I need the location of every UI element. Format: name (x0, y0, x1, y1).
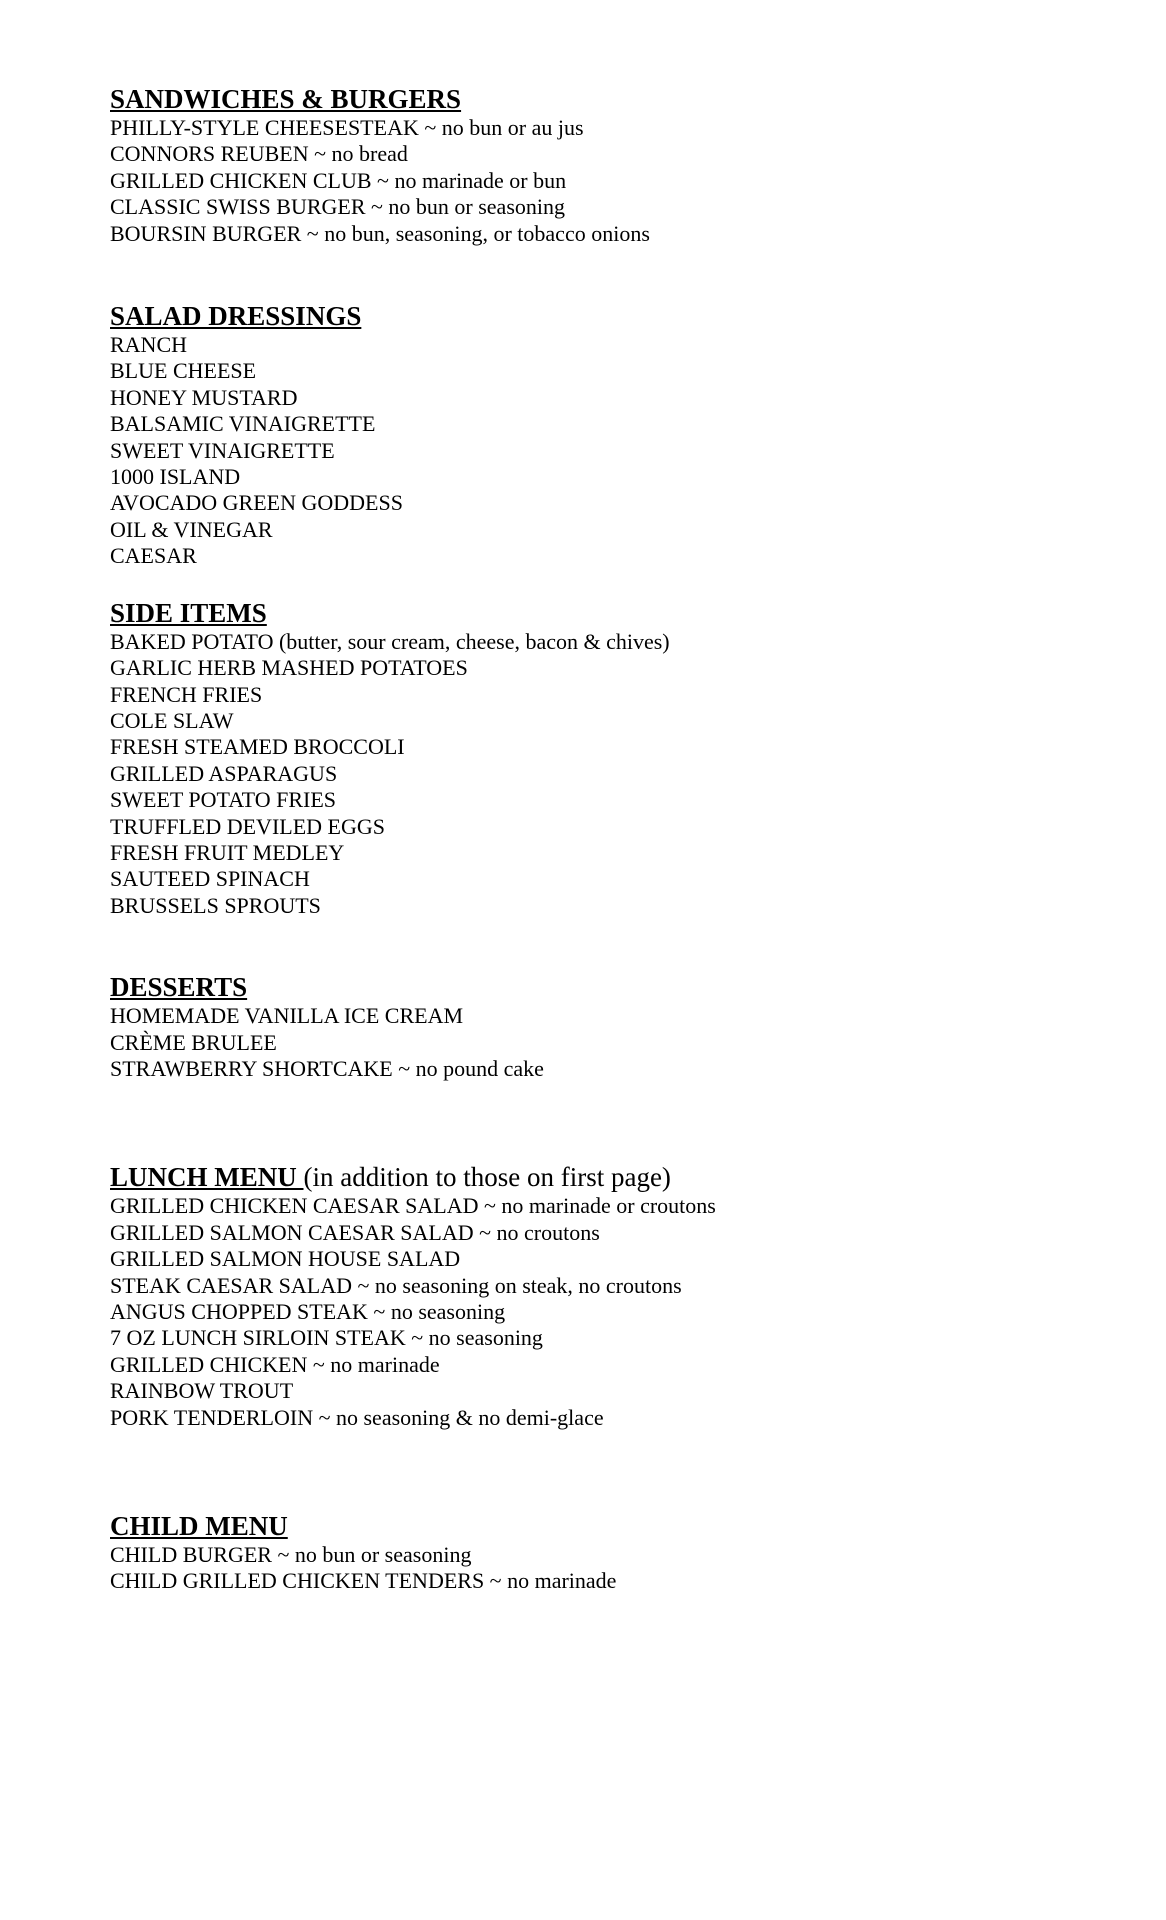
section-sandwiches-burgers (110, 84, 1090, 247)
menu-item: HONEY MUSTARD (110, 384, 298, 410)
section-salad-dressings (110, 301, 1090, 570)
menu-item: CAESAR (110, 543, 197, 569)
menu-item: GRILLED SALMON HOUSE SALAD (110, 1246, 461, 1272)
section-side-items (110, 598, 1090, 919)
menu-item: COLE SLAW (110, 707, 234, 733)
menu-item: 1000 ISLAND (110, 464, 241, 490)
menu-item: PHILLY-STYLE CHEESESTEAK ~ no bun or au jus (110, 115, 584, 140)
menu-item: BALSAMIC VINAIGRETTE (110, 411, 376, 437)
menu-item: RANCH (110, 332, 188, 358)
section-lunch-menu (110, 1162, 1090, 1431)
spacer (110, 1082, 1090, 1162)
item-list-desserts (110, 1003, 1090, 1082)
menu-item: ANGUS CHOPPED STEAK ~ no seasoning (110, 1299, 506, 1324)
menu-item: GRILLED CHICKEN CAESAR SALAD ~ no marinade or croutons (110, 1193, 716, 1219)
spacer (110, 570, 1090, 598)
menu-item: GRILLED CHICKEN ~ no marinade (110, 1351, 440, 1377)
menu-item: FRESH FRUIT MEDLEY (110, 839, 345, 865)
spacer (110, 919, 1090, 972)
menu-item: HOMEMADE VANILLA ICE CREAM (110, 1003, 464, 1029)
menu-item: CHILD GRILLED CHICKEN TENDERS ~ no marinade (110, 1568, 617, 1594)
menu-item: GRILLED CHICKEN CLUB ~ no marinade or bun (110, 167, 567, 193)
section-heading-lunch-menu-subtitle: (in addition to those on first page) (303, 1162, 671, 1193)
menu-item: CHILD BURGER ~ no bun or seasoning (110, 1542, 472, 1568)
menu-item: SAUTEED SPINACH (110, 866, 310, 892)
menu-item: STEAK CAESAR SALAD ~ no seasoning on steak, no croutons (110, 1272, 682, 1298)
section-heading-salad-dressings: SALAD DRESSINGS (110, 301, 362, 332)
spacer (110, 1431, 1090, 1511)
section-desserts (110, 972, 1090, 1082)
menu-item: SWEET POTATO FRIES (110, 787, 337, 813)
menu-item: BOURSIN BURGER ~ no bun, seasoning, or tobacco onions (110, 220, 650, 246)
menu-item: RAINBOW TROUT (110, 1378, 294, 1404)
item-list-side-items (110, 629, 1090, 919)
menu-item: TRUFFLED DEVILED EGGS (110, 813, 385, 839)
menu-item: GRILLED SALMON CAESAR SALAD ~ no croutons (110, 1219, 600, 1245)
menu-item: GARLIC HERB MASHED POTATOES (110, 655, 468, 681)
item-list-child-menu (110, 1542, 1090, 1595)
menu-item: PORK TENDERLOIN ~ no seasoning & no demi-glace (110, 1404, 604, 1430)
menu-page (110, 84, 1090, 1595)
menu-item: SWEET VINAIGRETTE (110, 437, 335, 463)
section-heading-side-items: SIDE ITEMS (110, 597, 267, 628)
section-heading-lunch-menu-title: LUNCH MENU (110, 1162, 304, 1193)
section-heading-lunch-menu (110, 1162, 1090, 1193)
menu-item: FRESH STEAMED BROCCOLI (110, 734, 405, 760)
menu-item: BLUE CHEESE (110, 358, 257, 384)
menu-item: GRILLED ASPARAGUS (110, 760, 338, 786)
section-heading-desserts: DESSERTS (110, 972, 248, 1003)
item-list-salad-dressings (110, 332, 1090, 570)
menu-item: BAKED POTATO (butter, sour cream, cheese, bacon & chives) (110, 628, 670, 654)
spacer (110, 247, 1090, 301)
menu-item: AVOCADO GREEN GODDESS (110, 490, 403, 516)
menu-item: 7 OZ LUNCH SIRLOIN STEAK ~ no seasoning (110, 1325, 543, 1351)
menu-item: CONNORS REUBEN ~ no bread (110, 141, 408, 167)
menu-item: CRÈME BRULEE (110, 1029, 277, 1055)
section-child-menu (110, 1511, 1090, 1595)
menu-item: STRAWBERRY SHORTCAKE ~ no pound cake (110, 1055, 544, 1081)
section-heading-sandwiches-burgers: SANDWICHES & BURGERS (110, 84, 462, 114)
menu-item: FRENCH FRIES (110, 681, 263, 707)
menu-item: CLASSIC SWISS BURGER ~ no bun or seasoning (110, 194, 565, 220)
menu-item: OIL & VINEGAR (110, 516, 273, 542)
section-heading-child-menu: CHILD MENU (110, 1511, 288, 1542)
menu-item: BRUSSELS SPROUTS (110, 892, 321, 918)
item-list-sandwiches-burgers (110, 115, 1090, 247)
item-list-lunch-menu (110, 1193, 1090, 1431)
